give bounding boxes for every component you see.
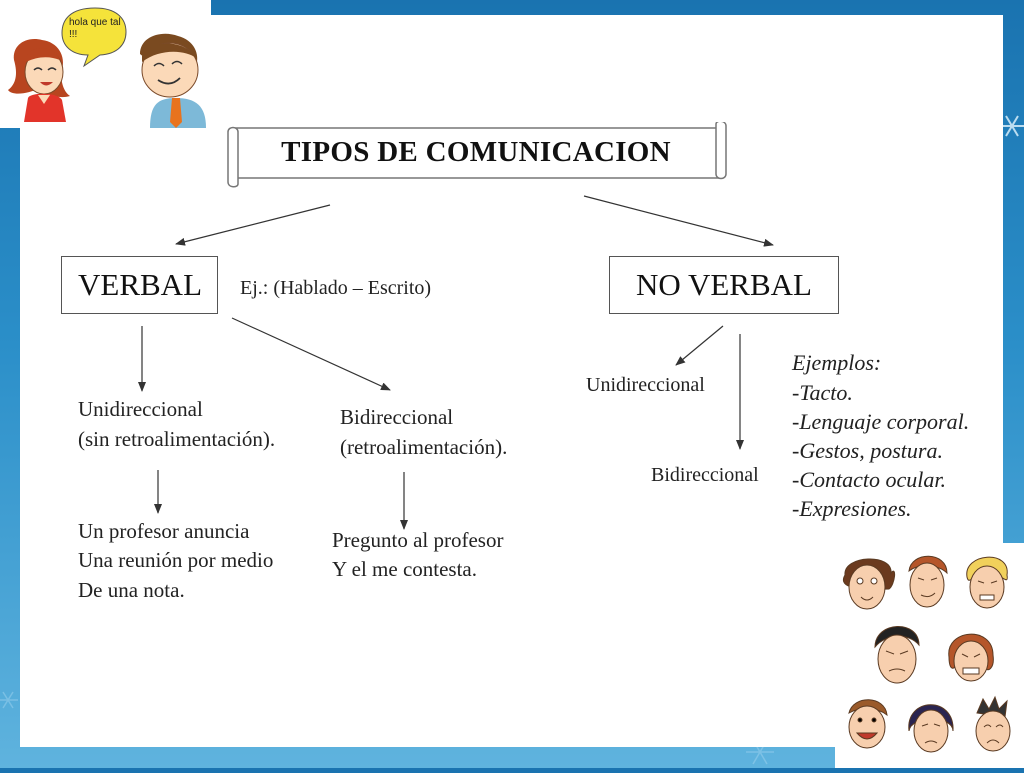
example-item: -Contacto ocular.: [792, 467, 946, 492]
unidireccional-example-line-3: De una nota.: [78, 578, 185, 602]
unidireccional-example-line-2: Una reunión por medio: [78, 548, 274, 572]
verbal-bidireccional-subtitle: (retroalimentación).: [340, 435, 508, 459]
unidireccional-example-line-1: Un profesor anuncia: [78, 519, 250, 543]
verbal-example: Ej.: (Hablado – Escrito): [240, 277, 432, 299]
verbal-bidireccional-title: Bidireccional: [340, 405, 454, 429]
verbal-unidireccional-title: Unidireccional: [78, 397, 203, 421]
greeting-illustration: [0, 0, 211, 128]
facial-expressions-illustration: [835, 543, 1024, 768]
example-item: -Gestos, postura.: [792, 438, 943, 463]
verbal-box: [61, 256, 218, 314]
faces-grid-icon: [835, 543, 1024, 768]
examples-heading: Ejemplos:: [792, 350, 882, 375]
speech-bubble-text: hola que tal !!!: [69, 17, 121, 40]
no-verbal-bidireccional: Bidireccional: [651, 464, 759, 486]
example-item: -Lenguaje corporal.: [792, 409, 970, 434]
example-item: -Expresiones.: [792, 496, 912, 521]
no-verbal-label: NO VERBAL: [636, 267, 812, 302]
no-verbal-unidireccional: Unidireccional: [586, 374, 705, 396]
verbal-label: VERBAL: [78, 267, 202, 302]
example-item: -Tacto.: [792, 380, 853, 405]
bidireccional-example-line-1: Pregunto al profesor: [332, 528, 504, 552]
diagram-title: TIPOS DE COMUNICACION: [281, 136, 671, 168]
verbal-unidireccional-subtitle: (sin retroalimentación).: [78, 427, 276, 451]
no-verbal-box: [609, 256, 839, 314]
bidireccional-example-line-2: Y el me contesta.: [332, 557, 478, 581]
